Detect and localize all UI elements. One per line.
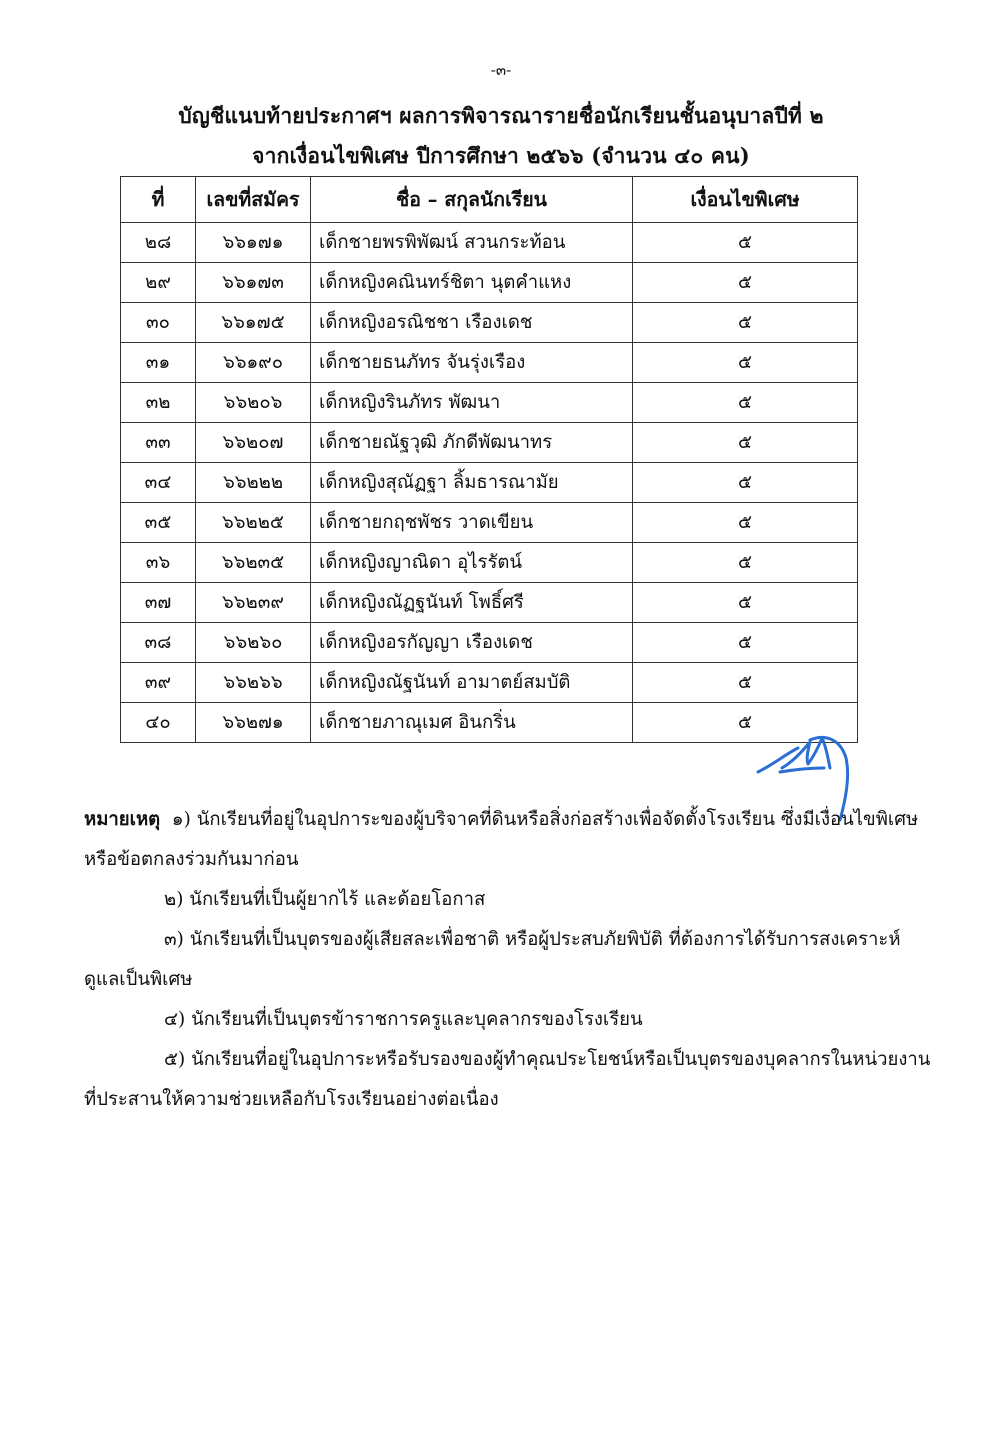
cell-no: ๓๐ xyxy=(121,303,196,343)
header-no: ที่ xyxy=(121,177,196,223)
cell-student-name: เด็กชายพรพิพัฒน์ สวนกระท้อน xyxy=(311,223,633,263)
table-row xyxy=(121,303,858,343)
remark-3-line-2: ดูแลเป็นพิเศษ xyxy=(84,969,193,990)
cell-condition: ๕ xyxy=(633,543,858,583)
table-row xyxy=(121,223,858,263)
header-application-no: เลขที่สมัคร xyxy=(196,177,311,223)
remark-1-text: ๑) นักเรียนที่อยู่ในอุปการะของผู้บริจาคที่ดินหรือสิ่งก่อสร้างเพื่อจัดตั้งโรงเรียน ซึ่งมีเงื่อนไขพิเศษ xyxy=(171,809,919,830)
cell-no: ๒๘ xyxy=(121,223,196,263)
table-header-row xyxy=(121,177,858,223)
cell-application-no: ๖๖๑๗๑ xyxy=(196,223,311,263)
cell-no: ๔๐ xyxy=(121,703,196,743)
cell-student-name: เด็กหญิงญาณิดา อุไรรัตน์ xyxy=(311,543,633,583)
table-row xyxy=(121,663,858,703)
document-title-line-1: บัญชีแนบท้ายประกาศฯ ผลการพิจารณารายชื่อนักเรียนชั้นอนุบาลปีที่ ๒ xyxy=(178,103,824,128)
remarks-section xyxy=(84,800,964,1120)
cell-condition: ๕ xyxy=(633,263,858,303)
cell-no: ๓๒ xyxy=(121,383,196,423)
table-row xyxy=(121,383,858,423)
remark-1-line-1 xyxy=(84,800,964,840)
student-list-table xyxy=(120,176,858,743)
cell-condition: ๕ xyxy=(633,423,858,463)
cell-no: ๓๕ xyxy=(121,503,196,543)
table-row xyxy=(121,543,858,583)
remark-5-line-1: ๕) นักเรียนที่อยู่ในอุปการะหรือรับรองของผู้ทำคุณประโยชน์หรือเป็นบุตรของบุคลากรในหน่วยงาน xyxy=(164,1049,931,1070)
remark-3-line-1: ๓) นักเรียนที่เป็นบุตรของผู้เสียสละเพื่อชาติ หรือผู้ประสบภัยพิบัติ ที่ต้องการได้รับการสงเคราะห์ xyxy=(164,929,901,950)
cell-no: ๒๙ xyxy=(121,263,196,303)
table-row xyxy=(121,703,858,743)
cell-application-no: ๖๖๒๐๖ xyxy=(196,383,311,423)
cell-no: ๓๙ xyxy=(121,663,196,703)
cell-condition: ๕ xyxy=(633,303,858,343)
table-row xyxy=(121,343,858,383)
cell-application-no: ๖๖๒๖๐ xyxy=(196,623,311,663)
cell-condition: ๕ xyxy=(633,583,858,623)
cell-condition: ๕ xyxy=(633,383,858,423)
table-row xyxy=(121,583,858,623)
remark-1-line-2: หรือข้อตกลงร่วมกันมาก่อน xyxy=(84,849,299,870)
table-row xyxy=(121,263,858,303)
cell-no: ๓๗ xyxy=(121,583,196,623)
table-row xyxy=(121,503,858,543)
cell-no: ๓๓ xyxy=(121,423,196,463)
cell-application-no: ๖๖๒๒๕ xyxy=(196,503,311,543)
cell-student-name: เด็กหญิงสุณัฏฐา ลิ้มธารณามัย xyxy=(311,463,633,503)
cell-condition: ๕ xyxy=(633,663,858,703)
cell-condition: ๕ xyxy=(633,503,858,543)
cell-application-no: ๖๖๒๗๑ xyxy=(196,703,311,743)
cell-application-no: ๖๖๑๗๕ xyxy=(196,303,311,343)
cell-condition: ๕ xyxy=(633,703,858,743)
remark-4: ๔) นักเรียนที่เป็นบุตรข้าราชการครูและบุคลากรของโรงเรียน xyxy=(164,1009,643,1030)
cell-application-no: ๖๖๒๖๖ xyxy=(196,663,311,703)
cell-application-no: ๖๖๒๓๕ xyxy=(196,543,311,583)
cell-student-name: เด็กชายภาณุเมศ อินกริ่น xyxy=(311,703,633,743)
cell-condition: ๕ xyxy=(633,343,858,383)
cell-application-no: ๖๖๒๒๒ xyxy=(196,463,311,503)
cell-student-name: เด็กหญิงณัฐนันท์ อามาตย์สมบัติ xyxy=(311,663,633,703)
table-row xyxy=(121,463,858,503)
cell-application-no: ๖๖๒๐๗ xyxy=(196,423,311,463)
remarks-label: หมายเหตุ xyxy=(84,809,161,830)
cell-student-name: เด็กชายกฤชพัชร วาดเขียน xyxy=(311,503,633,543)
cell-student-name: เด็กหญิงคณินทร์ชิตา นุตคำแหง xyxy=(311,263,633,303)
cell-student-name: เด็กชายธนภัทร จันรุ่งเรือง xyxy=(311,343,633,383)
cell-student-name: เด็กหญิงอรกัญญา เรืองเดช xyxy=(311,623,633,663)
cell-student-name: เด็กหญิงณัฏฐนันท์ โพธิ์ศรี xyxy=(311,583,633,623)
remark-5-line-2: ที่ประสานให้ความช่วยเหลือกับโรงเรียนอย่างต่อเนื่อง xyxy=(84,1089,499,1110)
remark-2: ๒) นักเรียนที่เป็นผู้ยากไร้ และด้อยโอกาส xyxy=(164,889,486,910)
cell-condition: ๕ xyxy=(633,463,858,503)
cell-student-name: เด็กชายณัฐวุฒิ ภักดีพัฒนาทร xyxy=(311,423,633,463)
cell-no: ๓๖ xyxy=(121,543,196,583)
cell-student-name: เด็กหญิงรินภัทร พัฒนา xyxy=(311,383,633,423)
cell-no: ๓๔ xyxy=(121,463,196,503)
header-student-name: ชื่อ – สกุลนักเรียน xyxy=(311,177,633,223)
cell-condition: ๕ xyxy=(633,623,858,663)
table-row xyxy=(121,623,858,663)
cell-application-no: ๖๖๒๓๙ xyxy=(196,583,311,623)
cell-student-name: เด็กหญิงอรณิชชา เรืองเดช xyxy=(311,303,633,343)
header-special-condition: เงื่อนไขพิเศษ xyxy=(633,177,858,223)
cell-no: ๓๘ xyxy=(121,623,196,663)
cell-application-no: ๖๖๑๗๓ xyxy=(196,263,311,303)
cell-condition: ๕ xyxy=(633,223,858,263)
table-row xyxy=(121,423,858,463)
document-title-line-2: จากเงื่อนไขพิเศษ ปีการศึกษา ๒๕๖๖ (จำนวน ๔๐ คน) xyxy=(252,143,750,168)
cell-application-no: ๖๖๑๙๐ xyxy=(196,343,311,383)
page-number: -๓- xyxy=(490,61,512,79)
cell-no: ๓๑ xyxy=(121,343,196,383)
